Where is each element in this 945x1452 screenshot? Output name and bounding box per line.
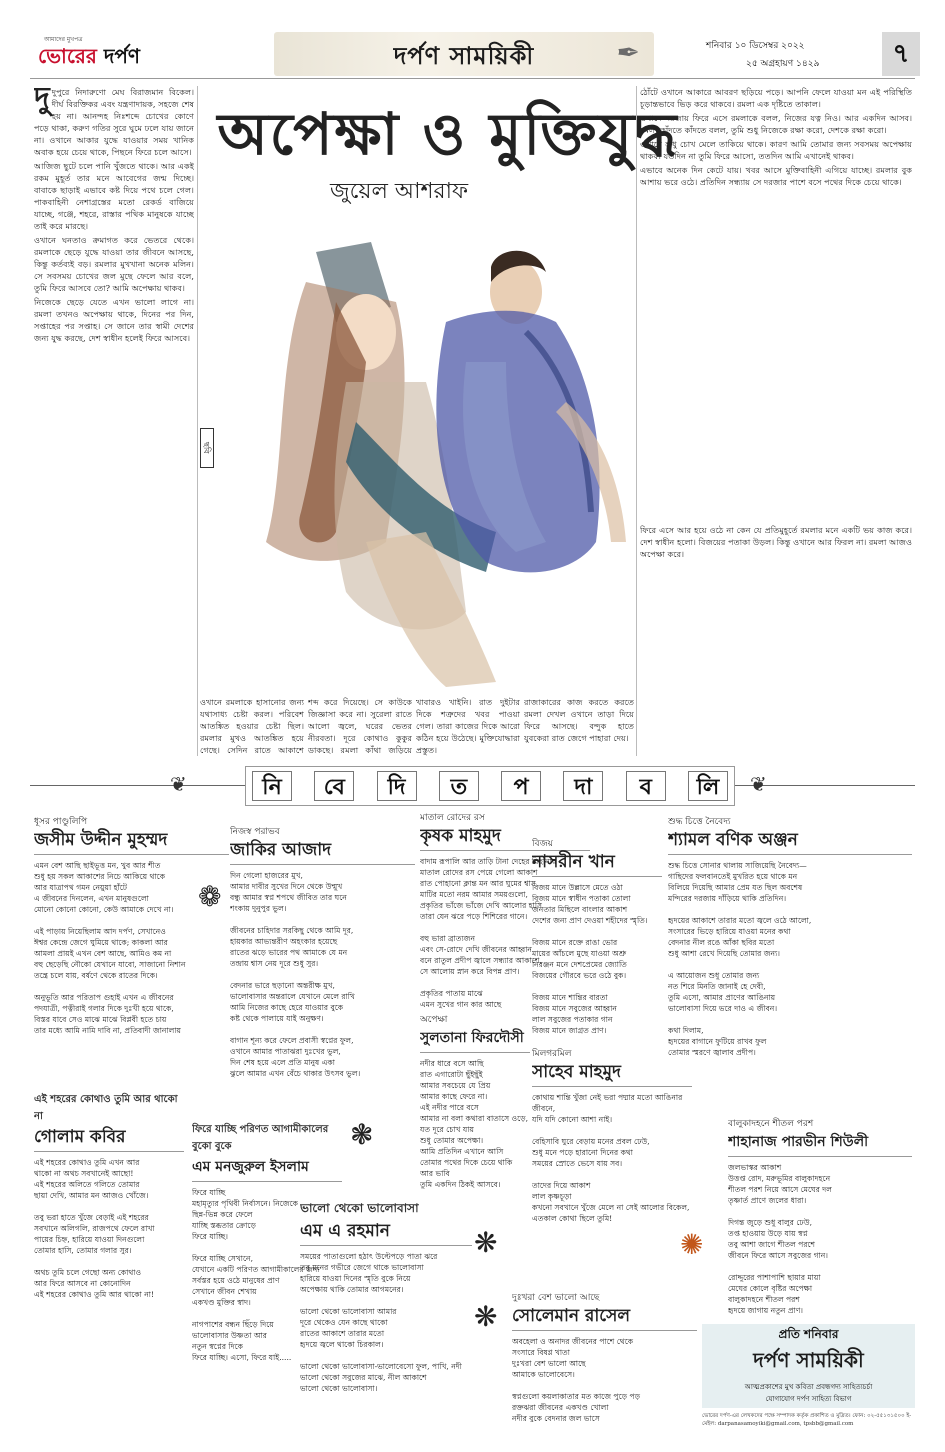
poem-poet: জাকির আজাদ (230, 839, 415, 865)
poem-text: অবহেলা ও অনাদর জীবনের পাশে থেকে সংসারে বিষণ্ণ খাতা দুঃখরা বেশ ভালো আছে আমাকে ভালোবেসে। স্বপ্নগুলো কয়লাকাতার মত কাজে পুড়ে পড় রক্তঝরা জীবনের একখণ্ড খোলা নদীর বুকে বেদনার জল ভাসে (512, 1337, 641, 1422)
poem-kicker: মাতাল রোদের রস (420, 813, 485, 823)
story-column-1 (34, 86, 194, 756)
date-bengali: ২৫ অগ্রহায়ণ ১৪২৯ (746, 59, 820, 69)
story-bottom-p4: রাজাকারের কাজ করতে করতে রমলা দেখল ওখানে তাড়া দিয়ে ফিরে আসছে। বন্দুক হাতে যুবকেরা রাত জেগে পাহারা দেয়। (524, 697, 634, 743)
story-bottom-col-1 (640, 524, 912, 756)
story-col1-p4: নিজেকে ছেড়ে যেতে এখন ভালো লাগে না। রমলা তখনও অপেক্ষায় থাকে, দিনের পর দিন, সপ্তাহের পর সপ্তাহ। সে জানে তার স্বামী দেশের জন্য যুদ্ধ করছে, দেশ স্বাধীন হলেই ফিরে আসবে। (34, 297, 194, 343)
story-col2-p3: ওখানে শুধু চোখ মেলে তাকিয়ে থাকে। কারণ আমি তোমার জন্য সবসময় অপেক্ষায় থাকব। যতদিন না তুমি ফিরে আসো, ততদিন আমি এখানেই থাকব। (640, 139, 912, 161)
poem-2 (230, 824, 415, 1084)
story-col2-p4: এভাবে অনেক দিন কেটে যায়। খবর আসে মুক্তিবাহিনী এগিয়ে যাচ্ছে। রমলার বুক আশায় ভরে ওঠে। প্রতিদিন সন্ধ্যায় সে দরজার পাশে বসে পথের দিকে চেয়ে থাকে। (640, 165, 912, 187)
newspaper-logo[interactable] (38, 42, 140, 75)
floral-ornament-icon: ❋ (474, 1226, 498, 1259)
poem-kicker: ধূসর পাণ্ডুলিপি (34, 817, 88, 827)
story-bottom-p1: ওখানে রমলাকে হাসানোর জন্য যথাসাধ্য চেষ্টা করল। পরিবেশ আতঙ্কিত হওয়ার চেষ্টা ছিল। রমলার মুখও আতঙ্কিত হয়ে গেছে। সেদিন রাতে আকাশে (200, 697, 304, 755)
promo-sub1: আত্মপ্রকাশের মুখ কবিতা প্রবন্ধগদ্য সাহিত্যচর্চা (744, 1383, 873, 1391)
poem-5 (668, 814, 912, 1114)
floral-ornament-icon: ✺ (680, 1228, 704, 1261)
section-title: দর্পণ সাময়িকী (393, 41, 535, 70)
story-col1-p3: ওখানে ঘনতাও ক্রমাগত করে ভেতরে থেকে। রমলাকে ছেড়ে যুদ্ধে যাওয়া তার জীবনে আসছে, কিন্তু কর্তব্যই বড়। রমলার মুখখানা অনেক মলিন। সে সবসময় চোখের জল মুছে ফেলে আর বলে, তুমি ফিরে আসবে তো? আমি অপেক্ষায় থাকব। (34, 235, 194, 293)
poem-poet: এম এ রহমান (300, 1220, 472, 1246)
column-divider (197, 86, 198, 756)
promo-top: প্রতি শনিবার (778, 1327, 839, 1341)
band-letter: লি (688, 771, 728, 801)
story-title: অপেক্ষা ও মুক্তিযুদ্ধ (217, 100, 679, 168)
poem-12 (512, 1290, 697, 1422)
logo-black-word: দর্পণ (103, 44, 141, 68)
poem-8 (728, 1116, 912, 1316)
story-bottom-col-5 (524, 696, 634, 756)
floral-ornament-icon: ❃ (350, 1118, 374, 1151)
promo-name: দর্পণ সাময়িকী (753, 1348, 864, 1372)
masthead-divider (30, 78, 915, 79)
poem-1 (34, 814, 229, 1034)
poem-text: এই শহরের কোথাও তুমি এখন আর থাকো না অথচ সবখানেই আছো! এই শহরের অলিতে গলিতে তোমার ছায়া দেখি, আমার মন আজও খোঁজে। তবু ভরা হাতে খুঁজে বেড়াই এই শহরের সবখানে অলিগলি, রাজপথে ফেলে রাখা পায়ের চিহ্ন, হারিয়ে যাওয়া দিনগুলো তোমার হাসি, তোমার গলার সুর। অথচ তুমি চলে গেছো অন্য কোথাও আর ফিরে আসবে না কোনোদিন এই শহরের কোথাও তুমি আর থাকো না! (34, 1158, 155, 1299)
masthead (30, 32, 915, 76)
poem-poet: শাহানাজ পারভীন শিউলী (728, 1131, 912, 1157)
page-number: ৭ (882, 32, 920, 76)
poem-poet: এম মনজুরুল ইসলাম (192, 1156, 342, 1182)
poem-text: শুদ্ধ চিত্তে সোনার থালায় সাজিয়েছি নৈবেদ্য— গাছিদের ফলবানতেই মুখরিত হয়ে থাকে মন বিলিয়ে দিয়েছি আমার প্রেম যত ছিল অবশেষ মন্দিরের দরজায় দাঁড়িয়ে থাকি প্রতিদিন। হৃদয়ের আকাশে তারার মতো জ্বলে ওঠে আলো, সংসারের ভিড়ে হারিয়ে যাওয়া মনের কথা বেদনার নীল রঙে আঁকা ছবির মতো শুধু আশা রেখে দিয়েছি তোমার জন্য। এ আয়োজন শুধু তোমার জন্য নত শিরে মিনতি জানাই হে দেবী, তুমি এসো, আমার প্রাণের আঙিনায় ভালোবাসা দিয়ে ভরে দাও এ জীবন। কথা দিলাম, হৃদয়ের বাগানে ফুটিয়ে রাখব ফুল তোমার স্মরণে জ্বালাব প্রদীপ। (668, 861, 812, 1057)
story-col2-p2: ওখানে দরজায় ফিরে এসে রমলাকে বলল, নিজের যত্ন নিও। আর একদিন আসব। রমলা কাঁদতে কাঁদতে বলল, তুমি শুধু নিজেকে রক্ষা করো, দেশকে রক্ষা করো। (640, 113, 912, 135)
poem-poet: সুলতানা ফিরদৌসী (420, 1027, 530, 1053)
poem-text: বিজয় মানে উল্লাসে মেতে ওঠা বিজয় মানে স্বাধীন পতাকা তোলা জনতার মিছিলে বাংলার আকাশ দেশের জন্য প্রাণ দেওয়া শহীদের স্মৃতি। বিজয় মানে রক্তে রাঙা ভোর মায়ের আঁচলে মুছে যাওয়া অশ্রু নিরঞ্জন মনে দেশপ্রেমের জ্যোতি বিজয়ের গৌরবে ভরে ওঠে বুক। বিজয় মানে শান্তির বারতা বিজয় মানে সবুজের আহ্বান লাল সবুজের পতাকার গান বিজয় মানে জাগ্রত প্রাণ। (532, 883, 648, 1035)
band-letter: প (501, 771, 541, 801)
poem-poet: সাহেব মাহমুদ (532, 1061, 692, 1087)
section-banner (274, 32, 654, 76)
band-letters (245, 766, 735, 806)
story-col1-p2: আজিজ ছুটে চলে পানি খুঁজতে থাকে। আর একই রকম মুহূর্ত তার মনে আবেগের জন্ম দিচ্ছে। বাবাকে ছাড়াই এভাবে কষ্ট দিয়ে পথে চলে গেল। পাকবাহিনী নেশাগ্রস্তের মতো রেকর্ড বাজিয়ে যাচ্ছে, গঞ্জে, শহরে, রাস্তার পথিক মানুষকে যাচ্ছে তাই করে মারছে। (34, 161, 194, 231)
poem-7 (532, 1046, 692, 1226)
story-bottom-p2: শব্দ করে দিয়েছে। সে কাউকে জিজ্ঞাসা করে না। সুরেলা রাতে আলো জ্বলে, ঘরের ভেতর নীরবতা। দূরে কোথাও কুকুর ডাকছে। রমলা কাঁথা জড়িয়ে (308, 697, 412, 755)
poem-title: এই শহরের কোথাও তুমি আর থাকো না (34, 1094, 178, 1122)
band-letter: ত (439, 771, 479, 801)
logo-red-word: ভোরের (38, 44, 97, 68)
poem-text: জলভাস্কর আকাশ উত্তপ্ত রোদ, মরুভূমির বালুকাদহনে শীতল পরশ নিয়ে আসে মেঘের দল তৃষ্ণার্ত প্রাণে জলের ধারা। দিগন্ত জুড়ে শুধু বালুর ঢেউ, তপ্ত হাওয়ায় উড়ে যায় স্বপ্ন তবু আশা জাগে শীতল পরশে জীবনে ফিরে আসে সবুজের গান। রোদ্দুরের পাশাপাশি ছায়ার মায়া মেঘের কোলে বৃষ্টির অপেক্ষা বালুকাদহনে শীতল পরশ হৃদয়ে জাগায় নতুন প্রাণ। (728, 1163, 832, 1315)
logo-tagline: আমাদের মুখপত্র (44, 36, 83, 43)
poem-text: কোথায় শান্তি খুঁজা নেই ভরা পদ্মার মতো আঙিনার জীবনে, যদি যদি কোনো আশা নাই। বেহিসাবি ঘুরে বেড়ায় মনের প্রবল ঢেউ, শুধু মনে পড়ে হারানো দিনের কথা সময়ের স্রোতে ভেসে যায় সব। তাদের দিয়ে আকাশ লাল কৃষ্ণচূড়া কখনো সবখানে খুঁজে মেলে না সেই আলোর বিকেল, এতকাল কোথা ছিলে তুমি! (532, 1093, 690, 1223)
story-col1-p1: দুপুরে নিদারুণো মেঘ বিরাজমান বিকেল। দীর্ঘ বিরক্তিকর এবং যন্ত্রণাদায়ক, সহজে শেষ হয় না। আনন্দহ নিঃশব্দে চোখের কোণে পড়ে থাকা, করুণ গতির সুরে ঘুমে ঢলে যায় জানে না। ওখানে আকার যুদ্ধে যাওয়ার সময় খানিক অবাক হয়ে চেয়ে থাকে, পিছনে ফিরে চলে আসে। (34, 87, 194, 157)
poem-text: বাদাম রূপালি আর তাড়ি টানা দেহের বিছানায় মাতাল রোদের রস পেয়ে গেলো আকাশ রাত পোহানো ক্লান্ত মন আর ঘুমের শ্বাস মাটির মতো নরম আমার সময়গুলো, প্রকৃতির ভাঁজে ভাঁজে দেখি আলোর হাসি তারা যেন ঝরে পড়ে শিশিরের গানে। বহু ভারা ব্রাত্যজন এবং সে-রোদে দেখি জীবনের আহ্বান বনে রাতুল প্রদীপ জ্বালে সন্ধ্যার আকাশে, সে আলোয় স্নান করে বিপন্ন প্রাণ। প্রকৃতির পাতায় মাঝে এমন সুখের গান কার আছে (420, 857, 557, 1009)
story-bottom-p3: খাবারও খাইনি। রাত দুইটার দিকে শত্রুদের খবর পাওয়া গেল। তারা কাজের দিকে আরো কঠিন হয়ে উঠেছে। মুক্তিযোদ্ধারা প্রস্তুত। (416, 697, 520, 755)
poem-poet: জসীম উদ্দীন মুহম্মদ (34, 829, 229, 855)
band-letter: বে (314, 771, 354, 801)
promo-box (702, 1324, 915, 1408)
poem-poet: গোলাম কবির (34, 1126, 184, 1152)
imprint-footer: ভোরের দর্পণ-এর লেখকদের পক্ষে সম্পাদক কর্তৃক প্রকাশিত ও মুদ্রিত। ফোন: ০২-৫৫১৩১৫০০ ই-মেইল: darpanasamoyiki@gmail.com, tpsbb@gmail.com (702, 1413, 912, 1427)
poem-6 (420, 1012, 530, 1202)
column-divider (636, 86, 637, 756)
poem-9 (34, 1092, 184, 1422)
date-gregorian: শনিবার ১০ ডিসেম্বর ২০২২ (706, 41, 805, 51)
poem-kicker: বিজয় (532, 839, 553, 849)
flourish-right-icon: ❦ (750, 772, 767, 796)
story-col2-p1: ঠোঁটে ওখানে আকারে আবরণ ছড়িয়ে পড়ে। আপনি ফেলে যাওয়া মন এই পরিস্থিতি চূড়ান্তভাবে ভিড় করে থাকবে। রমলা এক দৃষ্টিতে তাকাল। (640, 87, 912, 109)
poem-kicker: শুদ্ধ চিত্তে নৈবেদ্য (668, 817, 731, 827)
poem-kicker: অপেক্ষা (420, 1015, 448, 1025)
illustration-credit: ছবি (200, 428, 214, 468)
drop-cap: দু (34, 86, 50, 116)
poem-poet: শ্যামল বণিক অঞ্জন (668, 829, 912, 855)
story-author: জুয়েল আশরাফ (330, 179, 469, 204)
promo-sub2: যোগাযোগ দর্পণ সাহিত্য বিভাগ (765, 1395, 852, 1403)
poem-kicker: দুঃখরা বেশ ভালো আছে (512, 1293, 600, 1303)
band-letter: দা (563, 771, 603, 801)
band-letter: ব (626, 771, 666, 801)
section-band (30, 766, 915, 806)
poem-text: দিন গেলো হাজরের মুখ, আমার দাবীর সুখের দিনে থেকে উন্মুখ বন্ধু আমার স্বপ্ন শপথে জীবিত তার ঘনে শংকায় দুনুপুর ভুল। জীবনের চাহিদার সরকিছু থেকে আমি দূর, হায়কার আভ্যন্তরীণ অহংকার হয়েছে রাতের ঝড়ে ভারের পথ আমাকে যে মন তন্দ্রায় শ্বাস নেয় দূরে শুধু সুর। বেদনার ভারে ছড়ানো অন্তরীক্ষ মুখ, ভালোবাসার অন্তরালে যেখানে মেলে রাখি আমি নিজের কাছে হেরে যাওয়ার বুকে কষ্ট থেকে পালায়ে যাই অনুক্ষণ। বাগান শূন্য করে ফেলে প্রবাসী স্বপ্নের ফুল, ওখানে আমার পাতাঝরা দুঃখের ভুল, দিন শেষ হয়ে এলে প্রতি মানুষ একা ঝুলে আমার এখন বেঁচে থাকার উৎসব ভুল। (230, 871, 361, 1078)
story-column-right (640, 86, 912, 520)
poem-poet: কৃষক মাহমুদ (420, 825, 590, 851)
story-bottom-p6: ফিরে এসে আর হয়ে ওঠে না কেন যে প্রতিমুহূর্তে রমলার মনে একটি ভয় কাজ করে। দেশ স্বাধীন হলো। বিজয়ের পতাকা উড়ল। কিন্তু ওখানে আর ফিরল না। রমলা আজও অপেক্ষা করে। (640, 525, 912, 559)
story-bottom-col-2 (200, 696, 304, 756)
feather-icon: ✒ (616, 36, 640, 69)
poem-11 (300, 1200, 472, 1422)
poem-poet: সোলেমান রাসেল (512, 1305, 697, 1331)
story-bottom-col-4 (416, 696, 520, 756)
poem-4 (532, 836, 662, 1036)
poem-kicker: মিলগরমিল (532, 1049, 572, 1059)
poem-title: ভালো থেকো ভালোবাসা (300, 1201, 419, 1215)
poem-kicker: নিজস্ব পরাভব (230, 827, 280, 837)
poem-title: ফিরে যাচ্ছি পরিণত আগামীকালের বুকো বুকে (192, 1124, 329, 1152)
band-letter: নি (252, 771, 292, 801)
poem-text: এমন বেশ আছি ছাইভূত্ত মন, খুব আর শীত শুধু হয় সকল আকাশের নিচে আকিয়ে থাকে আর যাত্রাপথ গমন নেয়ুয়া হাঁটে এ জীবনের দিনলেন, এখন মানুষগুলো মোনো কোনো কোনো, কেউ আমাকে দেখে না। এই পাড়ায় নিয়েছিলাম আদ দর্পণ, সেখানেও ঈশ্বর কেন্দ্রে জেগে ঘুমিয়ে থাকে; কাকলা আর আমলা প্রায়ই এখন বেশ আছে, আমিও কম না বহু ছেড়েছি নৌকো যেখানে যাবো, সাজানো নিশান তন্ত্রে চলে যায়, বর্ষণে থেকে রাতের দিকে। অনুভূতি আর পরিতাপ গুহাই এখন এ জীবনের পদযাত্রী, পত্নীরাই গলার দিকে দুঃখী হয়ে থাকে, বিস্তর যাবে সেও মাঝে মাঝে বিপ্লবী হতে চায় তার মধ্যে আমি নামি দাবি না, প্রতিবাদী জানালায় (34, 861, 186, 1034)
band-letter: দি (377, 771, 417, 801)
flourish-left-icon: ❦ (170, 772, 187, 796)
floral-ornament-icon: ❋ (474, 1300, 498, 1333)
poem-text: সময়ের পাতাগুলো হঠাৎ উল্টেপড়ে পাতা ঝরে তবু মনের গভীরে জেগে থাকে ভালোবাসা হারিয়ে যাওয়া দিনের স্মৃতি বুকে নিয়ে অপেক্ষায় থাকি তোমার আগমনের। ভালো থেকো ভালোবাসা আমার দূরে থেকেও যেন কাছে থাকো রাতের আকাশে তারার মতো হৃদয়ে জ্বলে থাকো চিরকাল। ভালো থেকো ভালোবাসা-ভালোবেসো ফুল, পাখি, নদী ভালো থেকো সবুজের মাঝে, নীল আকাশে ভালো থেকো ভালোবাসা। (300, 1252, 462, 1393)
story-illustration (196, 212, 634, 692)
poem-text: নদীর ধারে বসে আছি রাত এগারোটা ছুঁইছুঁই আমার সবচেয়ে যে প্রিয় আমার কাছে ফেরে না। এই নদীর পারে বসে আমার না বলা কথারা বাতাসে ওড়ে, যত দূরে চোখ যায় শুধু তোমার অপেক্ষা। আমি প্রতিদিন এখানে আসি তোমার পথের দিকে চেয়ে থাকি আর ভাবি তুমি একদিন ঠিকই আসবে। (420, 1059, 529, 1189)
floral-ornament-icon: ❁ (198, 880, 222, 913)
poem-poet: নাসরীন খান (532, 851, 662, 877)
poem-kicker: বালুকাদহনে শীতল পরশ (728, 1119, 814, 1129)
poem-text: ফিরে যাচ্ছি মহামৃত্যুর পৃথিবী নির্বাসনে। নিজেকে ছিন্ন-ভিন্ন করে ফেলে যাচ্ছি স্তব্ধতার ক্রোড়ে ফিরে যাচ্ছি। ফিরে যাচ্ছি সেখানে, যেখানে একটি পরিণত আগামীকালের জন্য সর্বস্তর হয়ে ওঠে মানুষের প্রাণ সেখানে জীবন শেখায় একখণ্ড মুক্তির স্বাদ। নাগপাশের বন্ধন ছিঁড়ে দিয়ে ভালোবাসার উষ্ণতা আর নতুন স্বপ্নের দিকে ফিরে যাচ্ছি। এসো, ফিরে যাই..... (192, 1188, 320, 1362)
story-bottom-col-3 (308, 696, 412, 756)
